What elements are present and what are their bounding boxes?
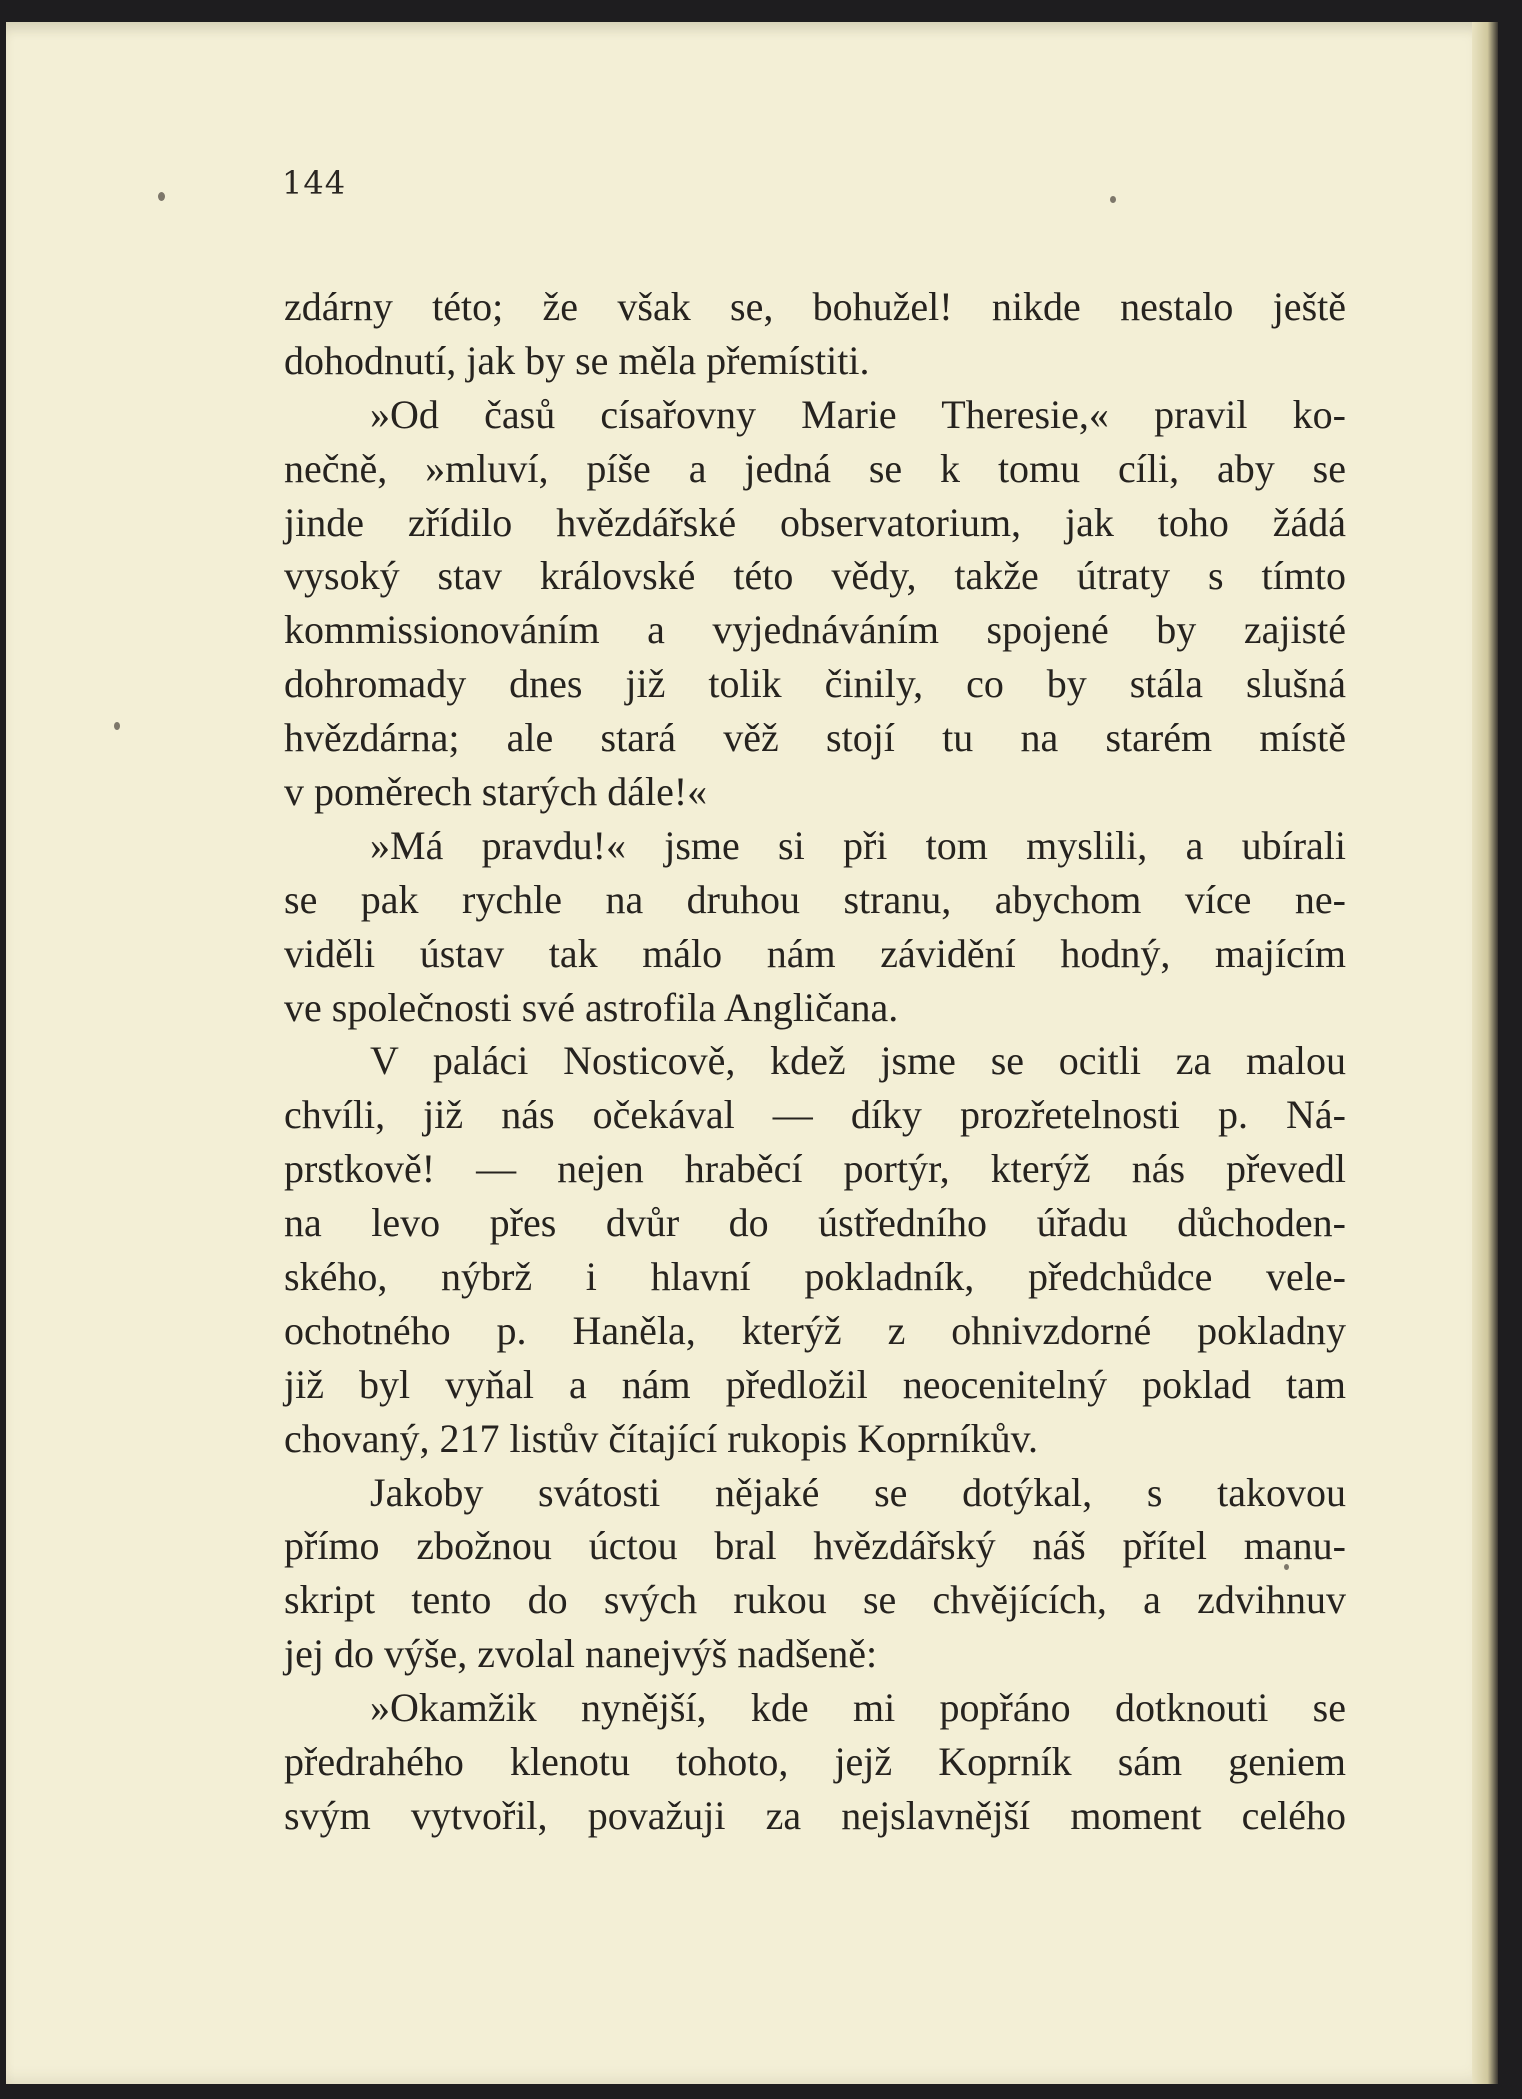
text-line: ochotného p. Haněla, kterýž z ohnivzdorné pokladny [284, 1307, 1346, 1353]
text-line: jinde zřídilo hvězdářské observatorium, jak toho žádá [284, 499, 1346, 545]
paper-speck [158, 192, 165, 201]
page-gutter-shadow [1472, 22, 1498, 2084]
text-line: dohodnutí, jak by se měla přemístiti. [284, 337, 870, 383]
text-line: kommissionováním a vyjednáváním spojené by zajisté [284, 607, 1346, 653]
text-line: svým vytvořil, považuji za nejslavnější moment celého [284, 1792, 1346, 1838]
text-line: v poměrech starých dále!« [284, 769, 708, 815]
text-line: dohromady dnes již tolik činily, co by stála slušná [284, 661, 1346, 707]
text-line: »Má pravdu!« jsme si při tom myslili, a ubírali [370, 822, 1346, 868]
text-line: přímo zbožnou úctou bral hvězdářský náš přítel manu- [284, 1523, 1346, 1569]
text-line: V paláci Nosticově, kdež jsme se ocitli za malou [370, 1038, 1346, 1084]
text-line: již byl vyňal a nám předložil neocenitelný poklad tam [284, 1361, 1346, 1407]
text-line: chvíli, již nás očekával — díky prozřetelnosti p. Ná- [284, 1092, 1346, 1138]
paper-speck [1110, 196, 1116, 203]
text-line: »Od časů císařovny Marie Theresie,« pravil ko- [370, 391, 1346, 437]
book-page [6, 22, 1498, 2084]
text-line: zdárny této; že však se, bohužel! nikde nestalo ještě [284, 284, 1346, 329]
text-line: se pak rychle na druhou stranu, abychom více ne- [284, 876, 1346, 922]
text-line: ve společnosti své astrofila Angličana. [284, 984, 899, 1030]
text-line: vysoký stav královské této vědy, takže útraty s tímto [284, 553, 1346, 599]
text-line: na levo přes dvůr do ústředního úřadu důchoden- [284, 1200, 1346, 1246]
text-line: chovaný, 217 listův čítající rukopis Koprníkův. [284, 1415, 1038, 1461]
text-line: ského, nýbrž i hlavní pokladník, předchůdce vele- [284, 1254, 1346, 1300]
text-line: nečně, »mluví, píše a jedná se k tomu cíli, aby se [284, 445, 1346, 491]
text-line: prstkově! — nejen hraběcí portýr, kterýž nás převedl [284, 1146, 1346, 1192]
text-line: hvězdárna; ale stará věž stojí tu na starém místě [284, 715, 1346, 761]
paper-speck [114, 722, 120, 730]
text-line: viděli ústav tak málo nám závidění hodný, majícím [284, 930, 1346, 976]
text-line: jej do výše, zvolal nanejvýš nadšeně: [284, 1631, 878, 1677]
text-line: Jakoby svátosti nějaké se dotýkal, s takovou [370, 1469, 1346, 1515]
text-line: předrahého klenotu tohoto, jejž Koprník sám geniem [284, 1739, 1346, 1785]
text-line: skript tento do svých rukou se chvějících, a zdvihnuv [284, 1577, 1346, 1623]
page-number: 144 [282, 164, 347, 202]
body-text [284, 280, 1346, 1843]
text-line: »Okamžik nynější, kde mi popřáno dotknouti se [370, 1685, 1346, 1731]
